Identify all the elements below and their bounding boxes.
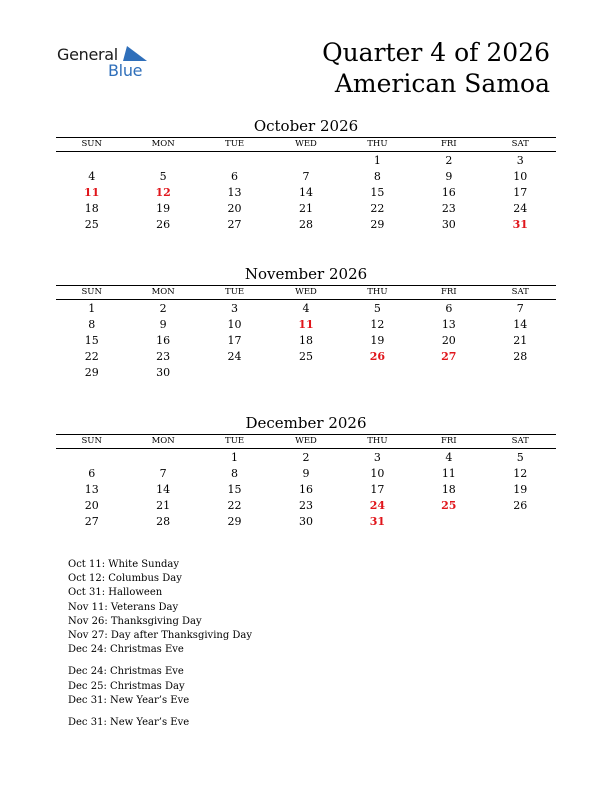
day-cell: 21 — [298, 202, 313, 215]
day-cell: 25 — [84, 218, 99, 231]
day-cell: 21 — [513, 334, 528, 347]
day-cell: 30 — [441, 218, 456, 231]
day-cell: 1 — [88, 302, 96, 315]
empty-day-cell — [270, 152, 341, 170]
holiday-entry: Dec 24: Christmas Eve — [68, 666, 184, 678]
day-cell: 25 — [298, 350, 313, 363]
day-cell: 23 — [156, 350, 171, 363]
holiday-day-cell: 12 — [155, 186, 171, 199]
empty-day-cell — [199, 365, 270, 381]
day-cell: 2 — [159, 302, 167, 315]
holiday-day-cell: 24 — [369, 499, 386, 512]
holiday-day-cell: 25 — [441, 499, 457, 512]
day-cell: 29 — [84, 366, 99, 379]
day-cell: 4 — [88, 170, 96, 183]
weekday-header: TUE — [199, 435, 270, 449]
generalblue-logo — [57, 44, 157, 84]
title-country: American Samoa — [334, 69, 550, 98]
logo-word-general: General — [57, 45, 118, 64]
day-cell: 22 — [227, 499, 242, 512]
week-row — [56, 466, 556, 482]
week-row — [56, 152, 556, 170]
day-cell: 13 — [441, 318, 456, 331]
day-cell: 19 — [156, 202, 171, 215]
holiday-entry: Nov 11: Veterans Day — [68, 601, 179, 613]
day-cell: 17 — [227, 334, 242, 347]
month-title: October 2026 — [253, 117, 359, 135]
holiday-day-cell: 31 — [369, 515, 386, 528]
weekday-header: FRI — [413, 138, 484, 152]
day-cell: 9 — [302, 467, 310, 480]
weekday-header: THU — [342, 286, 413, 300]
day-cell: 7 — [159, 467, 167, 480]
day-cell: 21 — [156, 499, 171, 512]
weekday-header: TUE — [199, 138, 270, 152]
day-cell: 1 — [373, 154, 381, 167]
day-cell: 14 — [156, 483, 171, 496]
day-cell: 5 — [373, 302, 381, 315]
day-cell: 13 — [227, 186, 242, 199]
holiday-entry: Dec 31: New Year’s Eve — [68, 716, 190, 728]
day-cell: 26 — [513, 499, 528, 512]
week-row — [56, 349, 556, 365]
week-row — [56, 482, 556, 498]
day-cell: 28 — [156, 515, 171, 528]
day-cell: 3 — [516, 154, 524, 167]
day-cell: 22 — [84, 350, 99, 363]
day-cell: 10 — [513, 170, 528, 183]
empty-day-cell — [127, 152, 198, 170]
empty-day-cell — [413, 514, 484, 530]
day-cell: 15 — [84, 334, 99, 347]
empty-day-cell — [413, 365, 484, 381]
calendar-grid — [56, 285, 556, 381]
day-cell: 29 — [227, 515, 242, 528]
holiday-entry: Dec 24: Christmas Eve — [68, 644, 184, 656]
weekday-header: FRI — [413, 286, 484, 300]
week-row — [56, 333, 556, 349]
week-row — [56, 317, 556, 333]
day-cell: 15 — [227, 483, 242, 496]
month-october — [56, 117, 556, 233]
weekday-header: SAT — [485, 435, 556, 449]
day-cell: 17 — [370, 483, 385, 496]
day-cell: 6 — [445, 302, 453, 315]
day-cell: 6 — [231, 170, 239, 183]
week-row — [56, 201, 556, 217]
day-cell: 11 — [441, 467, 456, 480]
empty-day-cell — [199, 152, 270, 170]
weekday-header: SUN — [56, 286, 127, 300]
week-row — [56, 498, 556, 514]
day-cell: 20 — [84, 499, 99, 512]
holiday-entry: Oct 31: Halloween — [68, 587, 163, 599]
logo-triangle-icon — [123, 46, 147, 62]
weekday-header: SAT — [485, 138, 556, 152]
weekday-header: THU — [342, 138, 413, 152]
holiday-entry: Oct 11: White Sunday — [68, 559, 180, 570]
day-cell: 26 — [156, 218, 171, 231]
day-cell: 24 — [513, 202, 528, 215]
month-december — [56, 414, 556, 530]
week-row — [56, 300, 556, 318]
day-cell: 5 — [159, 170, 167, 183]
day-cell: 4 — [302, 302, 310, 315]
day-cell: 18 — [298, 334, 313, 347]
holiday-entry: Nov 26: Thanksgiving Day — [68, 615, 202, 627]
holiday-day-cell: 31 — [512, 218, 528, 231]
day-cell: 15 — [370, 186, 385, 199]
empty-day-cell — [56, 152, 127, 170]
weekday-header: SUN — [56, 435, 127, 449]
weekday-header: SAT — [485, 286, 556, 300]
day-cell: 20 — [441, 334, 456, 347]
page-title — [322, 37, 550, 99]
holiday-entry: Dec 31: New Year’s Eve — [68, 694, 190, 706]
day-cell: 23 — [441, 202, 456, 215]
day-cell: 14 — [513, 318, 528, 331]
day-cell: 9 — [445, 170, 453, 183]
day-cell: 17 — [513, 186, 528, 199]
day-cell: 7 — [516, 302, 524, 315]
empty-day-cell — [56, 449, 127, 467]
weekday-header: TUE — [199, 286, 270, 300]
holiday-day-cell: 11 — [298, 318, 314, 331]
holiday-entry: Nov 27: Day after Thanksgiving Day — [68, 629, 253, 641]
day-cell: 1 — [231, 451, 239, 464]
day-cell: 27 — [84, 515, 99, 528]
holiday-entry: Oct 12: Columbus Day — [68, 573, 182, 585]
day-cell: 22 — [370, 202, 385, 215]
week-row — [56, 365, 556, 381]
day-cell: 3 — [373, 451, 381, 464]
empty-day-cell — [270, 365, 341, 381]
empty-day-cell — [342, 365, 413, 381]
day-cell: 4 — [445, 451, 453, 464]
holiday-day-cell: 27 — [441, 350, 457, 363]
calendar-grid — [56, 434, 556, 530]
weekday-header: SUN — [56, 138, 127, 152]
weekday-header: MON — [127, 286, 198, 300]
weekday-header: WED — [270, 138, 341, 152]
day-cell: 28 — [298, 218, 313, 231]
month-title: December 2026 — [245, 414, 367, 432]
holiday-day-cell: 11 — [84, 186, 100, 199]
holiday-day-cell: 26 — [369, 350, 386, 363]
day-cell: 18 — [441, 483, 456, 496]
month-title: November 2026 — [244, 265, 368, 283]
day-cell: 3 — [231, 302, 239, 315]
day-cell: 16 — [298, 483, 313, 496]
day-cell: 18 — [84, 202, 99, 215]
week-row — [56, 185, 556, 201]
day-cell: 5 — [516, 451, 524, 464]
day-cell: 2 — [445, 154, 453, 167]
day-cell: 24 — [227, 350, 242, 363]
day-cell: 13 — [84, 483, 99, 496]
day-cell: 8 — [231, 467, 239, 480]
day-cell: 27 — [227, 218, 242, 231]
weekday-header: THU — [342, 435, 413, 449]
weekday-header: WED — [270, 286, 341, 300]
holiday-list — [68, 558, 252, 730]
weekday-header: FRI — [413, 435, 484, 449]
weekday-header: MON — [127, 138, 198, 152]
day-cell: 16 — [441, 186, 456, 199]
day-cell: 10 — [227, 318, 242, 331]
day-cell: 20 — [227, 202, 242, 215]
holiday-entry: Dec 25: Christmas Day — [68, 680, 185, 692]
day-cell: 10 — [370, 467, 385, 480]
empty-day-cell — [485, 365, 556, 381]
day-cell: 8 — [373, 170, 381, 183]
day-cell: 14 — [298, 186, 313, 199]
day-cell: 19 — [370, 334, 385, 347]
day-cell: 7 — [302, 170, 310, 183]
weekday-header: MON — [127, 435, 198, 449]
day-cell: 12 — [513, 467, 528, 480]
week-row — [56, 449, 556, 467]
calendar-grid — [56, 137, 556, 233]
day-cell: 28 — [513, 350, 528, 363]
empty-day-cell — [127, 449, 198, 467]
day-cell: 23 — [298, 499, 313, 512]
day-cell: 30 — [298, 515, 313, 528]
month-november — [56, 265, 556, 381]
day-cell: 16 — [156, 334, 171, 347]
day-cell: 8 — [88, 318, 96, 331]
day-cell: 19 — [513, 483, 528, 496]
week-row — [56, 169, 556, 185]
day-cell: 30 — [156, 366, 171, 379]
day-cell: 29 — [370, 218, 385, 231]
week-row — [56, 217, 556, 233]
week-row — [56, 514, 556, 530]
title-quarter: Quarter 4 of 2026 — [322, 38, 550, 67]
weekday-header: WED — [270, 435, 341, 449]
logo-word-blue: Blue — [108, 61, 143, 80]
day-cell: 6 — [88, 467, 96, 480]
day-cell: 12 — [370, 318, 385, 331]
day-cell: 2 — [302, 451, 310, 464]
day-cell: 9 — [159, 318, 167, 331]
empty-day-cell — [485, 514, 556, 530]
